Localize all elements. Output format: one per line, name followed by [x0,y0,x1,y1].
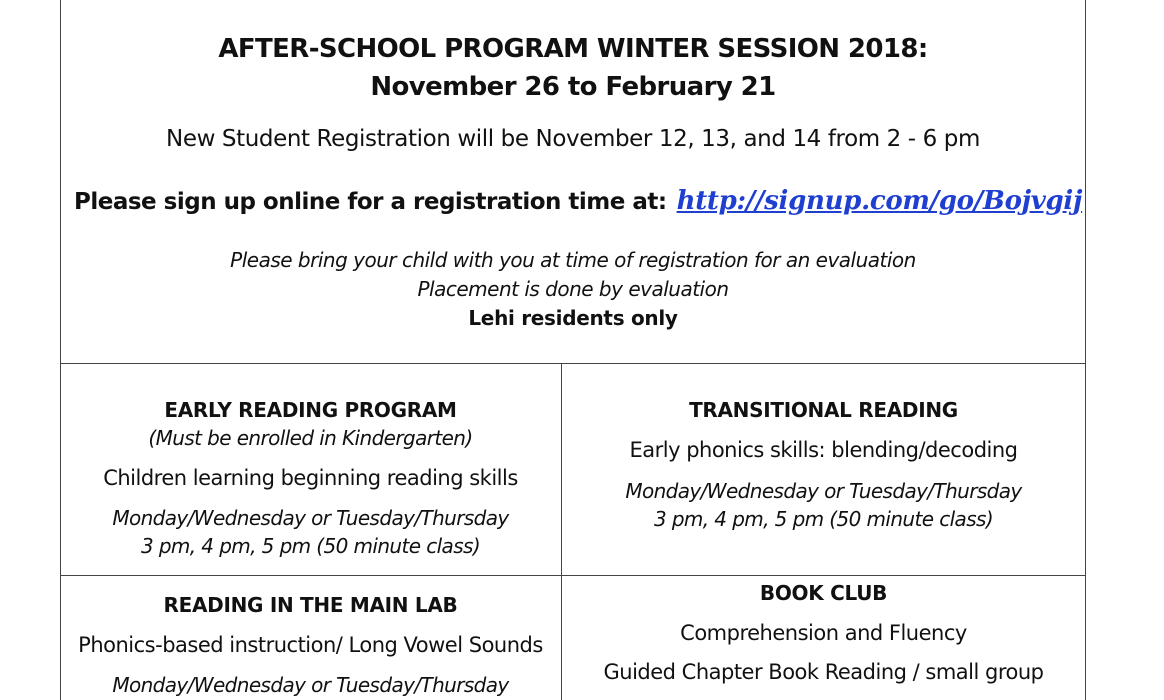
transitional-times: 3 pm, 4 pm, 5 pm (50 minute class) [653,507,994,531]
transitional-description: Early phonics skills: blending/decoding [629,438,1018,462]
main-lab-days: Monday/Wednesday or Tuesday/Thursday [112,673,509,697]
page-title-line2: November 26 to February 21 [370,72,776,102]
note-residents: Lehi residents only [468,306,678,330]
note-bring-child: Please bring your child with you at time of registration for an evaluation [230,248,916,272]
divider-header [60,363,1086,364]
divider-middle [60,575,1086,576]
signup-label: Please sign up online for a registration time at: [74,189,667,215]
signup-row [74,186,1082,216]
early-reading-heading: EARLY READING PROGRAM [164,398,457,422]
note-placement: Placement is done by evaluation [417,277,729,301]
transitional-days: Monday/Wednesday or Tuesday/Thursday [625,479,1022,503]
signup-link[interactable]: http://signup.com/go/Bojvgij [676,186,1083,216]
page-title-line1: AFTER-SCHOOL PROGRAM WINTER SESSION 2018: [218,34,928,64]
book-club-detail: Guided Chapter Book Reading / small group [603,660,1044,684]
book-club-heading: BOOK CLUB [759,581,888,605]
early-reading-days: Monday/Wednesday or Tuesday/Thursday [112,506,509,530]
early-reading-description: Children learning beginning reading skills [103,466,518,490]
transitional-heading: TRANSITIONAL READING [689,398,958,422]
early-reading-times: 3 pm, 4 pm, 5 pm (50 minute class) [140,534,481,558]
book-club-description: Comprehension and Fluency [680,621,967,645]
early-reading-subtitle: (Must be enrolled in Kindergarten) [148,426,473,450]
registration-dates: New Student Registration will be November 12, 13, and 14 from 2 - 6 pm [166,126,980,152]
main-lab-description: Phonics-based instruction/ Long Vowel Sounds [78,633,543,657]
main-lab-heading: READING IN THE MAIN LAB [163,593,458,617]
